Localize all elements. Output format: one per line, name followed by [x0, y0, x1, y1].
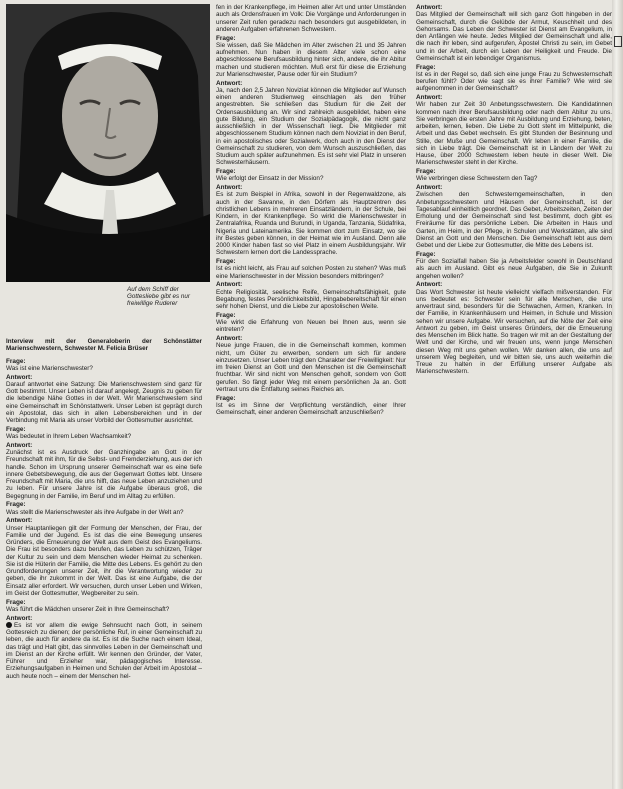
qa-label: Frage:: [6, 501, 26, 509]
qa-text: Ist es im Sinne der Verpflichtung verständlich, einer Ihrer Gemeinschaft, einer anderen Gemeinschaft anzuschließen?: [216, 401, 406, 416]
qa-label: Frage:: [416, 168, 436, 175]
qa-block: [6, 442, 202, 500]
qa-text: Darauf antwortet eine Satzung: Die Marienschwestern sind ganz für Gott bestimmt. Unser Leben ist darauf angelegt, Zeugnis zu geben für die lebendige Nähe Gottes in der Welt. Wir Marienschwestern sind eine Gemeinschaft im Schönstattwerk. Unser Leben ist geprägt durch ein Apostolat, das sich in allen Lebensbereichen und in der Verbindung mit Maria als unser Vorbild der Gottesmutter ausrichtet.: [6, 380, 202, 424]
page-edge-strip: [612, 0, 623, 789]
qa-block: [216, 80, 406, 167]
qa-block: [216, 184, 406, 257]
qa-label: Antwort:: [416, 281, 443, 289]
qa-block: [216, 395, 406, 417]
qa-text: Ist es nicht leicht, als Frau auf solchen Posten zu stehen? Was muß eine Marienschwester in der Mission besonders mitbringen?: [216, 265, 406, 280]
qa-block: [416, 64, 612, 93]
bullet-icon: [6, 622, 12, 628]
qa-text: Wie verbringen diese Schwestern den Tag?: [416, 175, 538, 183]
qa-label: Antwort:: [216, 184, 243, 191]
qa-label: Antwort:: [416, 4, 443, 11]
qa-text: Zunächst ist es Ausdruck der Ganzhingabe an Gott in der Freundschaft mit ihm, für die Selbst- und Fremderziehung, aus der ich handle. Schon im Ursprung unserer Gemeinschaft war es eine tiefe innere Gebetsbewegung, die aus der Gegenwart Gottes lebt. Unsere Freundschaft mit Maria, die uns hilft, das neue Leben anzuziehen und zu leben. Für unsere Jahre ist die Aufgabe überaus groß, die Begegnung in der Familie, im Beruf und im Alltag zu erfüllen.: [6, 449, 202, 500]
qa-block: [216, 335, 406, 393]
qa-text: Ist es in der Regel so, daß sich eine junge Frau zu Schwesternschaft berufen fühlt? Oder wie sagt sie es ihrer Familie? Wie wird sie aufgenommen in der Gemeinschaft?: [416, 70, 612, 93]
qa-label: Antwort:: [216, 79, 243, 87]
qa-block: [6, 374, 202, 425]
photo-caption: Auf dem Schiff der Gottesliebe gibt es nur freiwillige Ruderer: [127, 286, 191, 308]
qa-text: Es ist vor allem die ewige Sehnsucht nach Gott, in seinem Gottesreich zu dienen; der persönliche Ruf, in einer Gemeinschaft zu leben, die auch für andere da ist. Es ist die Suche nach einem Ideal, das trägt und Halt gibt, das sinnvolles Leben in der Gemeinschaft und im Dienst an der Kirche erfüllt. Wir kennen den Gründer, der Vater, Führer und Erzieher war, pädagogisches Interesse. Erziehungsaufgaben in Heimen und Schulen der Arbeit im Apostolat – auch heute noch – einem der Menschen hel-: [6, 621, 202, 680]
column-left: [6, 338, 202, 785]
qa-block: [216, 281, 406, 310]
qa-block: [416, 281, 612, 375]
qa-block: [216, 4, 406, 33]
qa-text: Das Mitglied der Gemeinschaft will sich ganz Gott hingeben in der Gemeinschaft, durch die Gelübde der Armut, Keuschheit und des Gehorsams. Das Leben der Schwester ist Dienst am Evangelium, in den Anfängen wie heute. Jedes Mitglied der Gemeinschaft und alle, die nach ihr leben, sind aufgerufen, Apostel Christi zu sein, im Gebet und in der Arbeit, durch ein Leben der Heiligkeit und Freude. Die Gemeinschaft ist ein lebendiger Organismus.: [416, 11, 612, 62]
qa-text: Das Wort Schwester ist heute vielleicht vielfach mißverstanden. Für uns bedeutet es: Schwester sein für alle Menschen, die uns anvertraut sind, besonders für die Schwachen, Armen, Kranken. In der Familie, in Krankenhäusern und Heimen, in Schule und Mission sehen wir unsere Aufgabe. Wir versuchen, auf die Nöte der Zeit eine Antwort zu geben, im Geist unseres Gründers, der die Erneuerung des Menschen im Blick hatte. So tragen wir mit an der Gestaltung der Welt und der Kirche, und wir freuen uns, wenn junge Menschen diesen Weg mit uns gehen wollen. Wir danken allen, die uns auf unserem Weg begleiten, und wir bitten sie, uns auch weiterhin die Treue zu halten in der Erfüllung unserer Aufgabe als Marienschwestern.: [416, 288, 612, 376]
qa-text: Was ist eine Marienschwester?: [6, 364, 93, 372]
qa-text: fen in der Krankenpflege, im Heimen aller Art und unter Umständen auch als Ordensfrauen im Volk: Die Vorgänge und Anforderungen in unserer Zeit rufen geradezu nach besonders gut ausgebildeten, in anderen Aufgaben erfahrenen Schwestern.: [216, 4, 406, 33]
qa-label: Frage:: [416, 63, 436, 71]
qa-block: [216, 35, 406, 79]
qa-label: Frage:: [216, 34, 236, 42]
qa-label: Antwort:: [416, 94, 443, 101]
qa-label: Antwort:: [416, 184, 443, 191]
qa-text: Wie wirkt die Erfahrung von Neuen bei Ihnen aus, wenn sie eintreten?: [216, 319, 406, 334]
qa-label: Antwort:: [216, 335, 243, 342]
column-middle: [216, 4, 406, 785]
qa-label: Frage:: [216, 394, 236, 402]
qa-text: Echte Religiosität, seelische Reife, Gemeinschaftsfähigkeit, gute Begabung, festes Persönlichkeitsbild, Hingabebereitschaft für einen sehr hohen Dienst, und die Liebe zur apostolischen Weite.: [216, 288, 406, 310]
qa-block: [6, 517, 202, 597]
portrait-illustration: [6, 4, 210, 282]
qa-label: Antwort:: [6, 517, 33, 525]
qa-block: [216, 312, 406, 334]
edge-mark: [614, 36, 622, 47]
qa-block: [416, 184, 612, 249]
qa-block: [6, 358, 202, 373]
qa-label: Frage:: [216, 311, 236, 319]
qa-label: Frage:: [216, 168, 236, 175]
qa-label: Frage:: [6, 598, 26, 606]
qa-label: Frage:: [216, 258, 236, 265]
qa-text: Zwischen den Schwesterngemeinschaften, in den Anbetungsschwestern und Häusern der Gemeinschaft, ist der Tagesablauf einheitlich geordnet. Das Gebet, Arbeitszeiten, Zeiten der Erholung und der Gemeinschaft sind fest bestimmt, doch gibt es Freiräume für das persönliche Leben. Die Arbeiten in Haus und Garten, im Heim, in der Pflege, in Schulen und Werkstätten, alle sind Dienst an Gott und den Menschen. Die Gemeinschaft lebt aus dem Gebet und der Liebe zur Gottesmutter, die Mitte des Lebens ist.: [416, 191, 612, 249]
qa-text: Wie erfolgt der Einsatz in der Mission?: [216, 175, 324, 183]
qa-label: Antwort:: [6, 441, 33, 449]
qa-block: [6, 615, 202, 680]
qa-text: Sie wissen, daß Sie Mädchen im Alter zwischen 21 und 35 Jahren aufnehmen. Nun haben in diesem Alter viele schon eine abgeschlossene Berufsausbildung hinter sich, andere, die ihr Abitur machen und studieren möchten. Muß erst für diese die Erziehung zur Marienschwester, Pause oder für ein Studium?: [216, 41, 406, 78]
qa-text: Neue junge Frauen, die in die Gemeinschaft kommen, kommen nicht, um Güter zu erwerben, sondern um sich für andere einzusetzen. Unser Leben trägt den Charakter der Freiwilligkeit: Nur im freien Dienst an Gott und den Menschen ist die Gemeinschaft fruchtbar. Wir sind nicht von Menschen geholt, sondern von Gott gerufen. So fängt jeder Weg mit einem persönlichen Ja an. Gott vertraut uns die Entfaltung seines Reiches an.: [216, 342, 406, 393]
qa-block: [6, 599, 202, 614]
qa-text: Unser Hauptanliegen gilt der Formung der Menschen, der Frau, der Familie und der Jugend. Es ist das die eine Bewegung unseres Gründers, die Erneuerung der Welt aus dem Geist des Evangeliums. Die Frau ist besonders dazu berufen, das Leben zu schützen, Träger der Kultur zu sein und dem Menschen wieder Heimat zu schenken. Sie ist die Hüterin der Familie, die Mitte des Lebens. Es gehört zu den Grundforderungen unserer Zeit, ihr die Verantwortung wieder zu geben, die ihr zukommt in der Welt. Das ist eine Aufgabe, die der Einsatz aller erfordert. Wir versuchen, durch unser Leben und Wirken, im Geist der Gottesmutter, Wegbereiter zu sein.: [6, 524, 202, 597]
qa-label: Antwort:: [6, 373, 33, 381]
qa-block: [216, 168, 406, 183]
qa-text: Für den Sozialfall haben Sie ja Arbeitsfelder sowohl in Deutschland als auch im Ausland. Gibt es neue Aufgaben, die Sie in Zukunft angehen wollen?: [416, 258, 612, 280]
qa-text: Was führt die Mädchen unserer Zeit in Ihre Gemeinschaft?: [6, 605, 170, 613]
qa-label: Frage:: [6, 425, 26, 433]
qa-block: [416, 251, 612, 280]
column-right: [416, 4, 612, 785]
qa-text: Ja, nach den 2,5 Jahren Noviziat können die Mitglieder auf Wunsch einen anderen Studienweg einschlagen als den früher angestrebten. Sie schließen das Studium für die Zeit der Ordensausbildung an. Wir sind zahlreich ausgebildet, haben eine gute Bildung, ein Studium der Sozialpädagogik, die nicht ganz ausschließlich in der Wissenschaft liegt. Die Mitglieder mit abgeschlossenem Studium können nach dem Noviziat in den Beruf, in ein apostolisches oder Sozialwerk, doch auch in den Dienst der Gemeinschaft zu studieren, von dem Wunsch auszuschließen, das Studium auch später aufzunehmen. Es ist sehr viel Platz in unseren Schwesterhäusern.: [216, 86, 406, 167]
qa-label: Frage:: [6, 357, 26, 365]
qa-label: Antwort:: [6, 614, 33, 622]
qa-text: Was stellt die Marienschwester als ihre Aufgabe in der Welt an?: [6, 508, 184, 516]
qa-block: [6, 501, 202, 516]
qa-block: [6, 426, 202, 441]
qa-text: Es ist zum Beispiel in Afrika, sowohl in der Regenwaldzone, als auch in der Savanne, in den Dörfern als Hauptzentren des christlichen Lebens in mehreren Einsatzländern, in der Schule, bei Kindern, in der Krankenpflege. So wirkt die Marienschwester in Zentralafrika, Ruanda und Burundi, in Uganda, Tanzania, Südafrika, Nigeria und Lateinamerika. Sie kommen dort zum Einsatz, wo sie ihr Bestes geben können, in der Heimat wie im Ausland. Denn alle 2000 Kinder haben fast so viel Platz in einem Ausbildungsjahr. Wir Schwestern lernen dort die Landessprache.: [216, 191, 406, 257]
interview-intro: Interview mit der Generaloberin der Schönstätter Marienschwestern, Schwester M. Felicia Brüser: [6, 338, 202, 353]
portrait-photo: [6, 4, 210, 282]
qa-label: Frage:: [416, 250, 436, 258]
qa-text: Was bedeutet in Ihrem Leben Wachsamkeit?: [6, 433, 132, 440]
qa-block: [216, 258, 406, 280]
qa-block: [416, 94, 612, 167]
qa-block: [416, 4, 612, 62]
qa-label: Antwort:: [216, 281, 243, 289]
qa-text: Wir haben zur Zeit 30 Anbetungsschwestern. Die Kandidatinnen kommen nach ihrer Berufsausbildung oder nach dem Abitur zu uns. Sie verbringen die ersten Jahre mit Ausbildung und Erziehung, beten, arbeiten, lernen, lieben. Die Liebe zu Gott steht im Mittelpunkt, die Arbeit und das Gebet wechseln. Es gibt Stunden der Besinnung und Stille, der Muße und Gemeinschaft. Wir leben in einer Familie, die sich in Liebe trägt. Die Gemeinschaft ist in Ländern der Welt zu Hause, über 2000 Schwestern leben heute in dieser Welt. Die Marienschwester steht in der Kirche.: [416, 101, 612, 167]
qa-block: [416, 168, 612, 183]
